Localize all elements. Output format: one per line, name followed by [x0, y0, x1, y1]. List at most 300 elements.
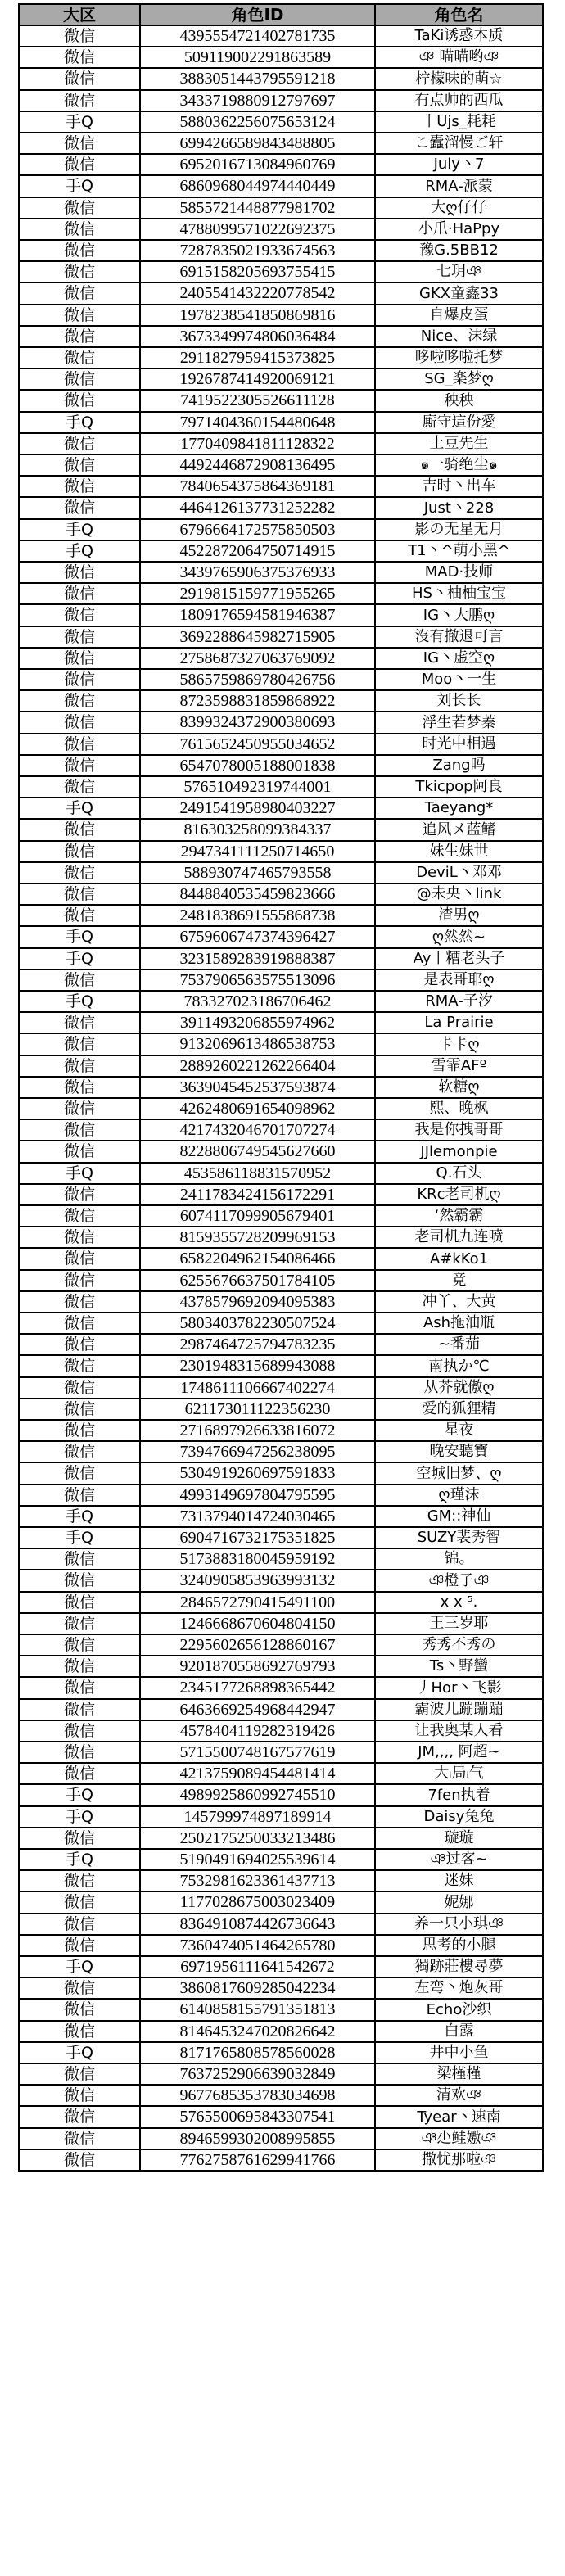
table-row	[19, 476, 543, 497]
role-name-cell: Just丶228	[375, 497, 543, 519]
region-cell: 微信	[19, 583, 140, 604]
region-cell: 微信	[19, 2063, 140, 2085]
table-row	[19, 240, 543, 261]
role-name-cell: IG丶大鹏ღ	[375, 604, 543, 626]
role-name-cell: GKX童鑫33	[375, 282, 543, 305]
region-cell: 微信	[19, 1313, 140, 1334]
region-cell: 微信	[19, 1634, 140, 1656]
role-id-cell: 3231589283919888387	[140, 948, 375, 969]
table-row	[19, 1141, 543, 1163]
region-cell: 微信	[19, 282, 140, 305]
role-id-cell: 2405541432220778542	[140, 282, 375, 305]
role-name-cell: 柠檬味的萌☆	[375, 68, 543, 90]
table-row	[19, 261, 543, 282]
role-id-cell: 453586118831570952	[140, 1163, 375, 1184]
role-name-cell: 卡卡ღ	[375, 1033, 543, 1055]
role-name-cell: 软糖ღ	[375, 1077, 543, 1098]
table-row	[19, 2128, 543, 2149]
role-id-cell: 6994266589843488805	[140, 133, 375, 154]
table-row	[19, 90, 543, 111]
role-id-cell: 5865759869780426756	[140, 669, 375, 690]
role-id-cell: 4993149697804795595	[140, 1485, 375, 1506]
role-id-cell: 8723598831859868922	[140, 690, 375, 712]
role-name-cell: 小爪·HaPpy	[375, 219, 543, 240]
region-cell: 微信	[19, 1613, 140, 1634]
table-row	[19, 1163, 543, 1184]
role-id-cell: 9677685353783034698	[140, 2085, 375, 2106]
role-name-cell: T1丶^萌小黑^	[375, 540, 543, 562]
role-name-cell: 霸波儿蹦蹦蹦	[375, 1699, 543, 1720]
region-cell: 微信	[19, 1291, 140, 1313]
table-row	[19, 175, 543, 197]
table-row	[19, 1399, 543, 1420]
table-row	[19, 68, 543, 90]
role-id-cell: 1809176594581946387	[140, 604, 375, 626]
table-row	[19, 969, 543, 991]
region-cell: 微信	[19, 1012, 140, 1033]
region-cell: 微信	[19, 690, 140, 712]
role-id-cell: 6796664172575850503	[140, 519, 375, 540]
region-cell: 微信	[19, 368, 140, 390]
role-name-cell: A#kKo1	[375, 1248, 543, 1270]
table-row	[19, 2149, 543, 2171]
role-name-cell: ๑一骑绝尘๑	[375, 454, 543, 476]
role-name-cell: ღ然然~	[375, 926, 543, 948]
role-id-cell: 1246668670604804150	[140, 1613, 375, 1634]
role-name-cell: 刘长长	[375, 690, 543, 712]
role-id-cell: 6140858155791351813	[140, 1999, 375, 2021]
role-id-cell: 3883051443795591218	[140, 68, 375, 90]
role-id-cell: 588930747465793558	[140, 862, 375, 884]
region-cell: 微信	[19, 712, 140, 734]
table-row	[19, 111, 543, 133]
region-cell: 微信	[19, 1119, 140, 1141]
region-cell: 微信	[19, 905, 140, 926]
table-row	[19, 648, 543, 669]
region-cell: 微信	[19, 390, 140, 412]
table-row	[19, 1441, 543, 1462]
table-row	[19, 690, 543, 712]
role-name-cell: SUZY裴秀智	[375, 1527, 543, 1548]
role-name-cell: Tkicpop阿良	[375, 776, 543, 798]
table-row	[19, 305, 543, 326]
table-row	[19, 1462, 543, 1485]
table-row	[19, 1012, 543, 1033]
table-row	[19, 133, 543, 154]
role-id-cell: 2987464725794783235	[140, 1334, 375, 1355]
region-cell: 手Q	[19, 1849, 140, 1870]
role-id-cell: 4217432046701707274	[140, 1119, 375, 1141]
region-cell: 微信	[19, 1077, 140, 1098]
role-name-cell: ঞ过客~	[375, 1849, 543, 1870]
table-row	[19, 776, 543, 798]
region-cell: 微信	[19, 1377, 140, 1399]
role-name-cell: 影の无星无月	[375, 519, 543, 540]
role-id-cell: 6860968044974440449	[140, 175, 375, 197]
role-id-cell: 2846572790415491100	[140, 1592, 375, 1613]
role-name-cell: ঞ橙子ঞ	[375, 1570, 543, 1592]
role-name-cell: 7fen执着	[375, 1784, 543, 1806]
role-id-cell: 8159355728209969153	[140, 1227, 375, 1248]
table-row	[19, 1828, 543, 1849]
region-cell: 微信	[19, 1485, 140, 1506]
table-row	[19, 1270, 543, 1291]
region-cell: 手Q	[19, 519, 140, 540]
table-body	[19, 25, 543, 2171]
role-id-cell: 3692288645982715905	[140, 626, 375, 648]
table-row	[19, 540, 543, 562]
table-row	[19, 390, 543, 412]
region-cell: 微信	[19, 1720, 140, 1742]
role-id-cell: 3860817609285042234	[140, 1977, 375, 1999]
role-id-cell: 5855721448877981702	[140, 197, 375, 219]
table-row	[19, 1506, 543, 1527]
region-cell: 微信	[19, 2085, 140, 2106]
role-id-cell: 6463669254968442947	[140, 1699, 375, 1720]
role-id-cell: 2502175250033213486	[140, 1828, 375, 1849]
role-id-cell: 6547078005188001838	[140, 755, 375, 776]
role-name-cell: Tyear丶速南	[375, 2106, 543, 2128]
role-id-cell: 4522872064750714915	[140, 540, 375, 562]
role-name-cell: IG丶虚空ღ	[375, 648, 543, 669]
role-id-cell: 2716897926633816072	[140, 1420, 375, 1441]
role-name-cell: 竟	[375, 1270, 543, 1291]
region-cell: 微信	[19, 841, 140, 862]
role-id-cell: 2295602656128860167	[140, 1634, 375, 1656]
table-row	[19, 734, 543, 755]
role-name-cell: 从芥就傲ღ	[375, 1377, 543, 1399]
role-id-cell: 4492446872908136495	[140, 454, 375, 476]
table-row	[19, 1119, 543, 1141]
role-id-cell: 2481838691555868738	[140, 905, 375, 926]
region-cell: 微信	[19, 1891, 140, 1914]
region-cell: 微信	[19, 2106, 140, 2128]
role-name-cell: 廝守這份愛	[375, 412, 543, 433]
role-id-cell: 3433719880912797697	[140, 90, 375, 111]
role-name-cell: 撒忧那啦ঞ	[375, 2149, 543, 2171]
table-row	[19, 154, 543, 175]
table-row	[19, 412, 543, 433]
region-cell: 微信	[19, 1699, 140, 1720]
region-cell: 手Q	[19, 1784, 140, 1806]
role-id-cell: 4788099571022692375	[140, 219, 375, 240]
role-name-cell: 爱的狐狸精	[375, 1399, 543, 1420]
role-id-cell: 509119002291863589	[140, 47, 375, 68]
role-id-cell: 2758687327063769092	[140, 648, 375, 669]
role-name-cell: 白露	[375, 2021, 543, 2042]
table-row	[19, 841, 543, 862]
region-cell: 微信	[19, 347, 140, 368]
table-row	[19, 755, 543, 776]
role-id-cell: 2345177268898365442	[140, 1677, 375, 1699]
table-row	[19, 1720, 543, 1742]
table-row	[19, 1914, 543, 1935]
role-name-cell: 梁槿槿	[375, 2063, 543, 2085]
region-cell: 手Q	[19, 1163, 140, 1184]
header-region: 大区	[19, 4, 140, 25]
role-name-cell: 大ᵢ局ᵢ气	[375, 1763, 543, 1784]
table-row	[19, 798, 543, 819]
role-id-cell: 4213759089454481414	[140, 1763, 375, 1784]
region-cell: 微信	[19, 476, 140, 497]
region-cell: 微信	[19, 133, 140, 154]
table-row	[19, 1055, 543, 1077]
table-row	[19, 905, 543, 926]
role-id-cell: 5173883180045959192	[140, 1548, 375, 1570]
role-id-cell: 1978238541850869816	[140, 305, 375, 326]
table-row	[19, 347, 543, 368]
region-cell: 微信	[19, 969, 140, 991]
region-cell: 手Q	[19, 1806, 140, 1828]
role-name-cell: 思考的小腿	[375, 1935, 543, 1956]
role-name-cell: 浮生若梦蓁	[375, 712, 543, 734]
region-cell: 手Q	[19, 412, 140, 433]
region-cell: 微信	[19, 1399, 140, 1420]
region-cell: 微信	[19, 862, 140, 884]
role-name-cell: GM::神仙	[375, 1506, 543, 1527]
role-name-cell: RMA-子汐	[375, 991, 543, 1012]
role-id-cell: 2947341111250714650	[140, 841, 375, 862]
region-cell: 微信	[19, 1248, 140, 1270]
table-row	[19, 47, 543, 68]
header-row	[19, 4, 543, 25]
table-row	[19, 1999, 543, 2021]
role-name-cell: La Prairie	[375, 1012, 543, 1033]
table-row	[19, 1420, 543, 1441]
region-cell: 微信	[19, 1742, 140, 1763]
region-cell: 微信	[19, 1656, 140, 1677]
region-cell: 微信	[19, 1184, 140, 1205]
role-id-cell: 816303258099384337	[140, 819, 375, 841]
region-cell: 微信	[19, 776, 140, 798]
table-row	[19, 1033, 543, 1055]
role-name-cell: Taeyang*	[375, 798, 543, 819]
role-name-cell: 南执か℃	[375, 1355, 543, 1377]
role-id-cell: 783327023186706462	[140, 991, 375, 1012]
role-name-cell: 冲丫、大黄	[375, 1291, 543, 1313]
role-name-cell: 晚安聽寶	[375, 1441, 543, 1462]
role-id-cell: 2919815159771955265	[140, 583, 375, 604]
role-name-cell: Moo丶一生	[375, 669, 543, 690]
role-id-cell: 6971956111641542672	[140, 1956, 375, 1977]
table-row	[19, 1699, 543, 1720]
role-id-cell: 7637252906639032849	[140, 2063, 375, 2085]
role-name-cell: 丿Hor丶飞影	[375, 1677, 543, 1699]
role-name-cell: Ash拖油瓶	[375, 1313, 543, 1334]
table-row	[19, 1891, 543, 1914]
role-name-cell: 左弯丶炮灰哥	[375, 1977, 543, 1999]
header-role-name: 角色名	[375, 4, 543, 25]
role-name-cell: ঞ尐鲑嫐ঞ	[375, 2128, 543, 2149]
table-row	[19, 1977, 543, 1999]
region-cell: 微信	[19, 68, 140, 90]
role-name-cell: 追风メ蓝鳍	[375, 819, 543, 841]
role-name-cell: 迷妹	[375, 1870, 543, 1891]
role-name-cell: SG_楽梦ღ	[375, 368, 543, 390]
table-row	[19, 2042, 543, 2063]
region-cell: 微信	[19, 2149, 140, 2171]
region-cell: 微信	[19, 1592, 140, 1613]
region-cell: 微信	[19, 1227, 140, 1248]
table-row	[19, 669, 543, 690]
region-cell: 手Q	[19, 948, 140, 969]
role-name-cell: 丨Ujs_耗耗	[375, 111, 543, 133]
role-name-cell: 大ღ仔仔	[375, 197, 543, 219]
table-row	[19, 712, 543, 734]
region-cell: 手Q	[19, 1527, 140, 1548]
table-row	[19, 519, 543, 540]
role-name-cell: 妮娜	[375, 1891, 543, 1914]
table-row	[19, 1098, 543, 1119]
role-id-cell: 4464126137731252282	[140, 497, 375, 519]
role-name-cell: @未央丶link	[375, 884, 543, 905]
role-id-cell: 3240905853963993132	[140, 1570, 375, 1592]
role-id-cell: 1770409841811128322	[140, 433, 375, 454]
table-row	[19, 1849, 543, 1870]
role-id-cell: 7615652450955034652	[140, 734, 375, 755]
role-name-cell: x x ⁵.	[375, 1592, 543, 1613]
role-name-cell: KRc老司机ღ	[375, 1184, 543, 1205]
role-name-cell: 璇璇	[375, 1828, 543, 1849]
role-name-cell: 土豆先生	[375, 433, 543, 454]
table-row	[19, 1077, 543, 1098]
role-id-cell: 6582204962154086466	[140, 1248, 375, 1270]
role-name-cell: JM,,,, 阿超~	[375, 1742, 543, 1763]
table-row	[19, 1634, 543, 1656]
region-cell: 微信	[19, 1055, 140, 1077]
table-row	[19, 604, 543, 626]
region-cell: 手Q	[19, 1956, 140, 1977]
table-row	[19, 25, 543, 47]
role-name-cell: 星夜	[375, 1420, 543, 1441]
region-cell: 微信	[19, 219, 140, 240]
table-row	[19, 1784, 543, 1806]
region-cell: 手Q	[19, 2042, 140, 2063]
role-name-cell: MAD·技师	[375, 562, 543, 583]
table-row	[19, 1613, 543, 1634]
region-cell: 微信	[19, 562, 140, 583]
region-cell: 微信	[19, 2021, 140, 2042]
role-id-cell: 621173011122356230	[140, 1399, 375, 1420]
table-row	[19, 1870, 543, 1891]
region-cell: 微信	[19, 1420, 140, 1441]
region-cell: 手Q	[19, 111, 140, 133]
region-cell: 微信	[19, 240, 140, 261]
table-row	[19, 1570, 543, 1592]
role-id-cell: 9132069613486538753	[140, 1033, 375, 1055]
role-name-cell: Q.石头	[375, 1163, 543, 1184]
table-row	[19, 282, 543, 305]
region-cell: 微信	[19, 648, 140, 669]
region-cell: 微信	[19, 1677, 140, 1699]
region-cell: 微信	[19, 326, 140, 347]
table-row	[19, 2106, 543, 2128]
region-cell: 微信	[19, 1570, 140, 1592]
region-cell: 微信	[19, 1205, 140, 1227]
role-id-cell: 145799974897189914	[140, 1806, 375, 1828]
table-row	[19, 1205, 543, 1227]
region-cell: 微信	[19, 1141, 140, 1163]
role-id-cell: 7971404360154480648	[140, 412, 375, 433]
role-id-cell: 7537906563575513096	[140, 969, 375, 991]
role-id-cell: 7360474051464265780	[140, 1935, 375, 1956]
role-name-cell: HS丶柚柚宝宝	[375, 583, 543, 604]
region-cell: 微信	[19, 25, 140, 47]
role-id-cell: 7762758761629941766	[140, 2149, 375, 2171]
table-row	[19, 1334, 543, 1355]
role-id-cell: 2911827959415373825	[140, 347, 375, 368]
region-cell: 微信	[19, 669, 140, 690]
role-name-cell: 老司机九连喷	[375, 1227, 543, 1248]
region-cell: 微信	[19, 819, 140, 841]
region-cell: 手Q	[19, 991, 140, 1012]
role-name-cell: 时光中相遇	[375, 734, 543, 755]
region-cell: 微信	[19, 1977, 140, 1999]
region-cell: 微信	[19, 90, 140, 111]
region-cell: 手Q	[19, 798, 140, 819]
role-id-cell: 7419522305526611128	[140, 390, 375, 412]
table-row	[19, 819, 543, 841]
table-row	[19, 626, 543, 648]
role-id-cell: 7313794014724030465	[140, 1506, 375, 1527]
table-row	[19, 583, 543, 604]
role-id-cell: 4395554721402781735	[140, 25, 375, 47]
role-id-cell: 3439765906375376933	[140, 562, 375, 583]
region-cell: 微信	[19, 261, 140, 282]
region-cell: 微信	[19, 1935, 140, 1956]
role-name-cell: 王三岁耶	[375, 1613, 543, 1634]
role-name-cell: 井中小鱼	[375, 2042, 543, 2063]
region-cell: 微信	[19, 1270, 140, 1291]
role-name-cell: 秀秀不秀の	[375, 1634, 543, 1656]
role-id-cell: 2889260221262266404	[140, 1055, 375, 1077]
role-id-cell: 5190491694025539614	[140, 1849, 375, 1870]
region-cell: 微信	[19, 497, 140, 519]
role-id-cell: 8399324372900380693	[140, 712, 375, 734]
table-row	[19, 433, 543, 454]
role-id-cell: 5304919260697591833	[140, 1462, 375, 1485]
role-name-cell: Ay丨糟老头子	[375, 948, 543, 969]
role-id-cell: 8146453247020826642	[140, 2021, 375, 2042]
role-id-cell: 3911493206855974962	[140, 1012, 375, 1033]
role-id-cell: 6904716732175351825	[140, 1527, 375, 1548]
table-row	[19, 2021, 543, 2042]
role-name-cell: 自爆皮蛋	[375, 305, 543, 326]
role-name-cell: 妹生妹世	[375, 841, 543, 862]
region-cell: 微信	[19, 1763, 140, 1784]
role-name-cell: 秧秧	[375, 390, 543, 412]
role-name-cell: 空城旧梦、ღ	[375, 1462, 543, 1485]
region-cell: 手Q	[19, 540, 140, 562]
role-name-cell: DeviL丶邓邓	[375, 862, 543, 884]
role-name-cell: 雪霏AFº	[375, 1055, 543, 1077]
region-cell: 微信	[19, 1828, 140, 1849]
role-name-cell: こ蠹溜慢ご轩	[375, 133, 543, 154]
role-name-cell: 豫G.5BB12	[375, 240, 543, 261]
region-cell: 手Q	[19, 1506, 140, 1527]
role-id-cell: 576510492319744001	[140, 776, 375, 798]
role-table	[18, 3, 544, 2172]
region-cell: 微信	[19, 1462, 140, 1485]
role-name-cell: 沒有撤退可言	[375, 626, 543, 648]
table-row	[19, 454, 543, 476]
region-cell: 微信	[19, 1548, 140, 1570]
table-row	[19, 1806, 543, 1828]
table-row	[19, 1313, 543, 1334]
table-row	[19, 1377, 543, 1399]
table-row	[19, 1355, 543, 1377]
role-name-cell: 熙、晚枫	[375, 1098, 543, 1119]
